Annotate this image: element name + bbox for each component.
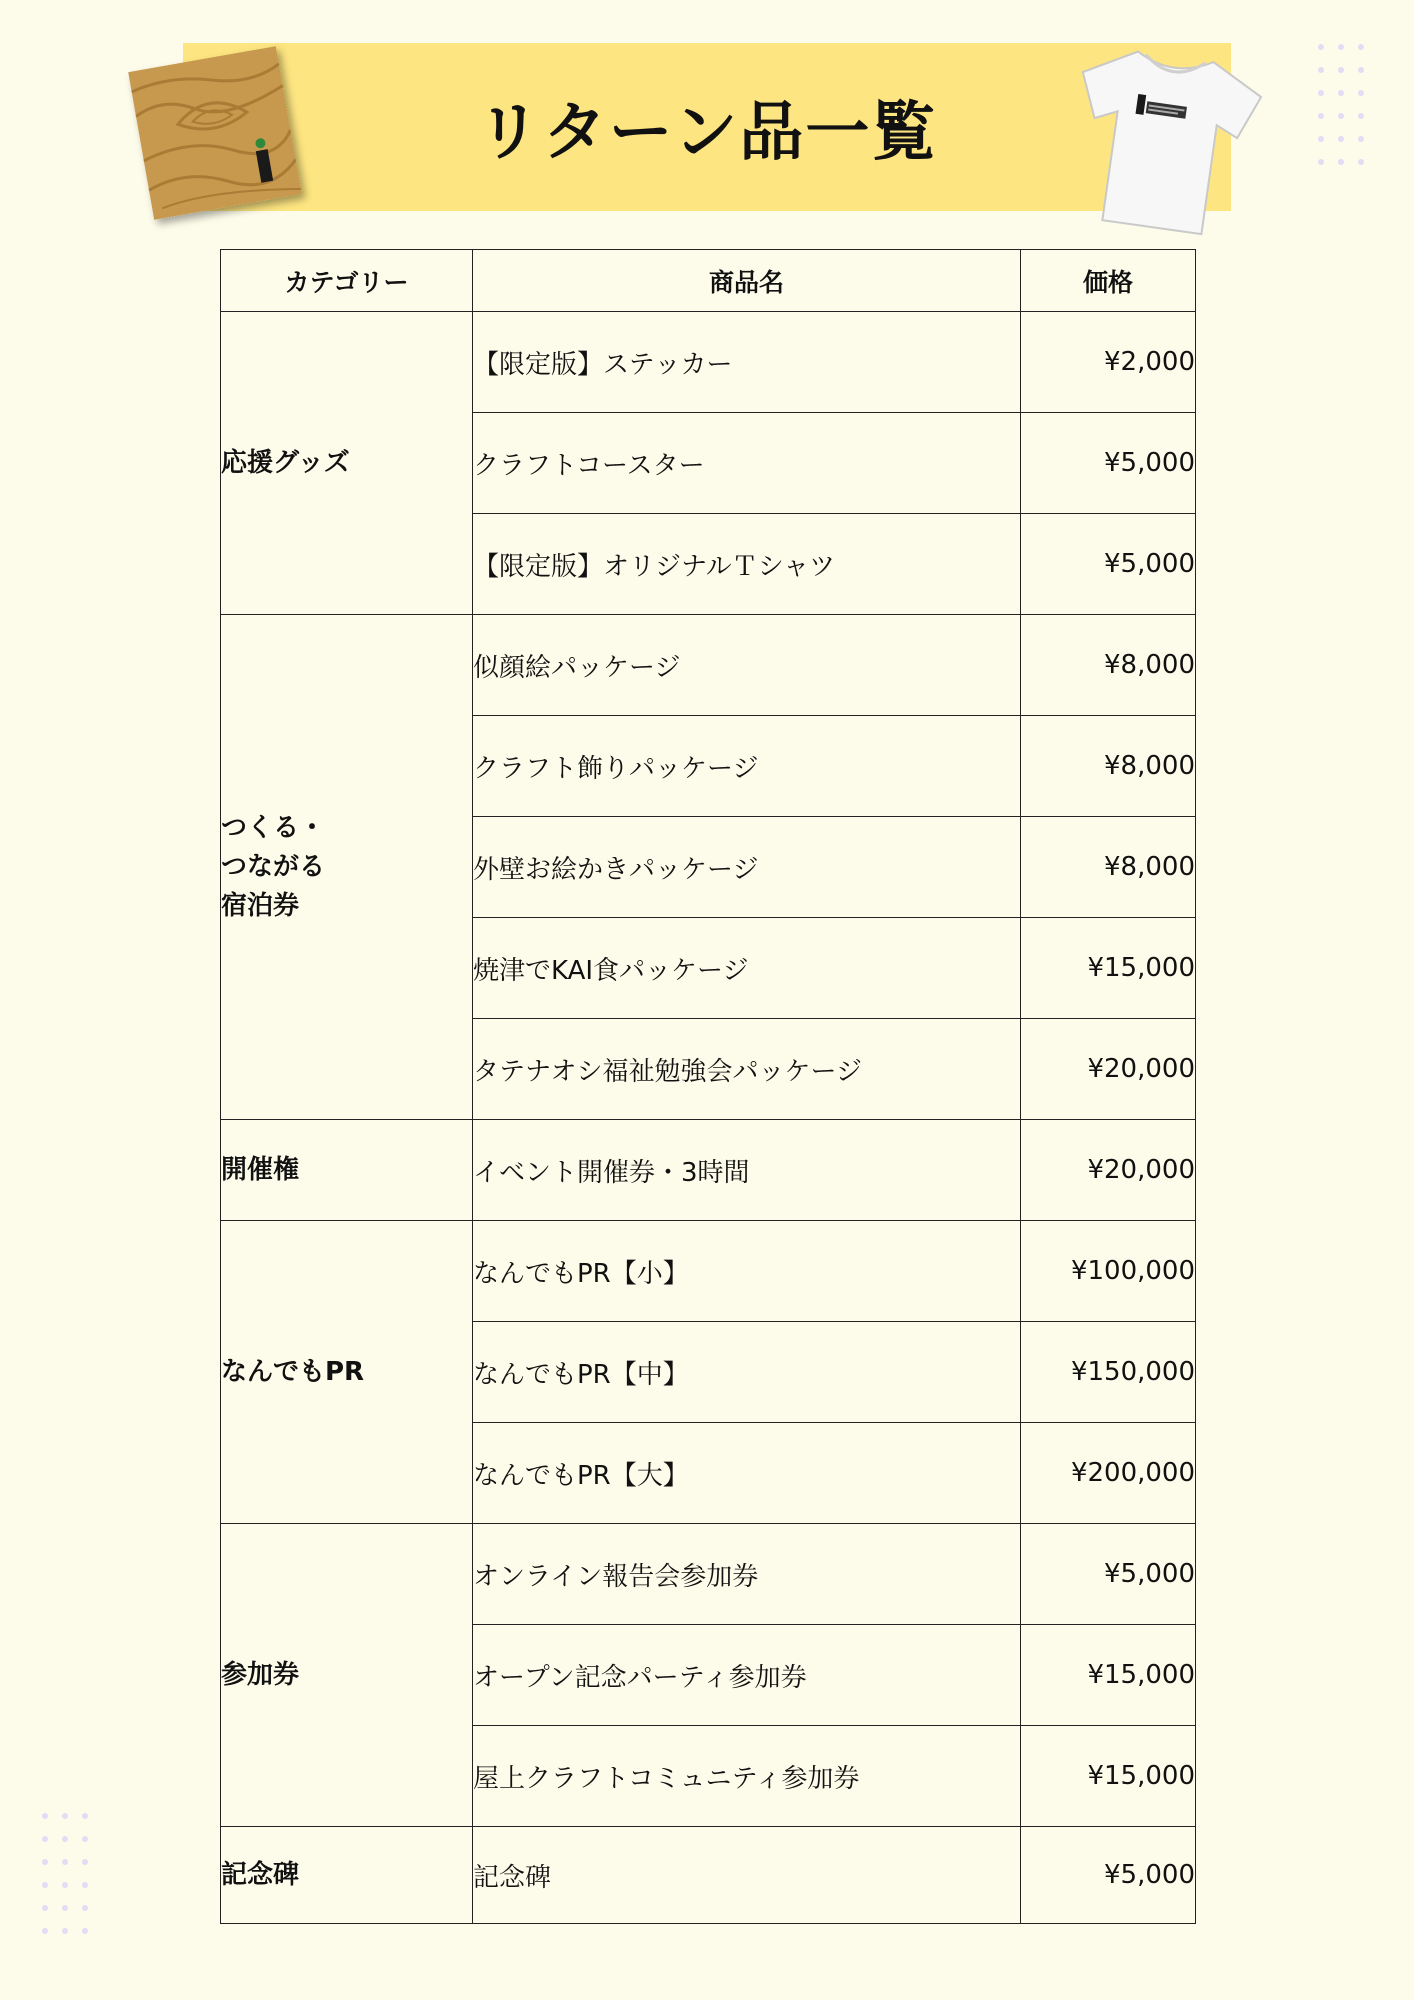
category-cell: 参加券 [221, 1524, 473, 1827]
category-line: つながる [221, 851, 326, 882]
item-name: 屋上クラフトコミュニティ参加券 [473, 1726, 1021, 1827]
item-name: オープン記念パーティ参加券 [473, 1625, 1021, 1726]
category-cell: 開催権 [221, 1120, 473, 1221]
item-name: クラフトコースター [473, 413, 1021, 514]
item-name: なんでもPR【小】 [473, 1221, 1021, 1322]
table-row [221, 1221, 1196, 1322]
header-item: 商品名 [473, 250, 1021, 312]
item-price: ¥5,000 [1021, 514, 1196, 615]
item-price: ¥5,000 [1021, 1524, 1196, 1625]
header-category: カテゴリー [221, 250, 473, 312]
item-price: ¥150,000 [1021, 1322, 1196, 1423]
category-line: 宿泊券 [221, 890, 300, 921]
item-name: 焼津でKAI食パッケージ [473, 918, 1021, 1019]
item-name: なんでもPR【大】 [473, 1423, 1021, 1524]
item-price: ¥5,000 [1021, 1827, 1196, 1924]
item-price: ¥8,000 [1021, 615, 1196, 716]
item-name: なんでもPR【中】 [473, 1322, 1021, 1423]
item-price: ¥5,000 [1021, 413, 1196, 514]
item-name: 記念碑 [473, 1827, 1021, 1924]
table-row [221, 1120, 1196, 1221]
item-price: ¥100,000 [1021, 1221, 1196, 1322]
table-header-row [221, 250, 1196, 312]
item-name: 外壁お絵かきパッケージ [473, 817, 1021, 918]
item-name: 似顔絵パッケージ [473, 615, 1021, 716]
page-title: リターン品一覧 [476, 96, 938, 170]
item-price: ¥15,000 [1021, 918, 1196, 1019]
table-row [221, 615, 1196, 716]
dot-grid-icon [41, 1812, 91, 1938]
item-price: ¥15,000 [1021, 1625, 1196, 1726]
item-price: ¥2,000 [1021, 312, 1196, 413]
item-name: 【限定版】オリジナルＴシャツ [473, 514, 1021, 615]
item-name: オンライン報告会参加券 [473, 1524, 1021, 1625]
item-name: 【限定版】ステッカー [473, 312, 1021, 413]
item-price: ¥8,000 [1021, 716, 1196, 817]
item-name: タテナオシ福祉勉強会パッケージ [473, 1019, 1021, 1120]
item-price: ¥15,000 [1021, 1726, 1196, 1827]
table-row [221, 1827, 1196, 1924]
table-row [221, 312, 1196, 413]
item-name: クラフト飾りパッケージ [473, 716, 1021, 817]
category-cell: 応援グッズ [221, 312, 473, 615]
item-price: ¥200,000 [1021, 1423, 1196, 1524]
item-price: ¥20,000 [1021, 1120, 1196, 1221]
returns-table [220, 249, 1196, 1924]
item-price: ¥20,000 [1021, 1019, 1196, 1120]
item-name: イベント開催券・3時間 [473, 1120, 1021, 1221]
category-cell: なんでもPR [221, 1221, 473, 1524]
header-price: 価格 [1021, 250, 1196, 312]
category-cell [221, 615, 473, 1120]
dot-grid-icon [1317, 43, 1367, 169]
category-cell: 記念碑 [221, 1827, 473, 1924]
table-row [221, 1524, 1196, 1625]
item-price: ¥8,000 [1021, 817, 1196, 918]
category-line: つくる・ [221, 812, 326, 843]
